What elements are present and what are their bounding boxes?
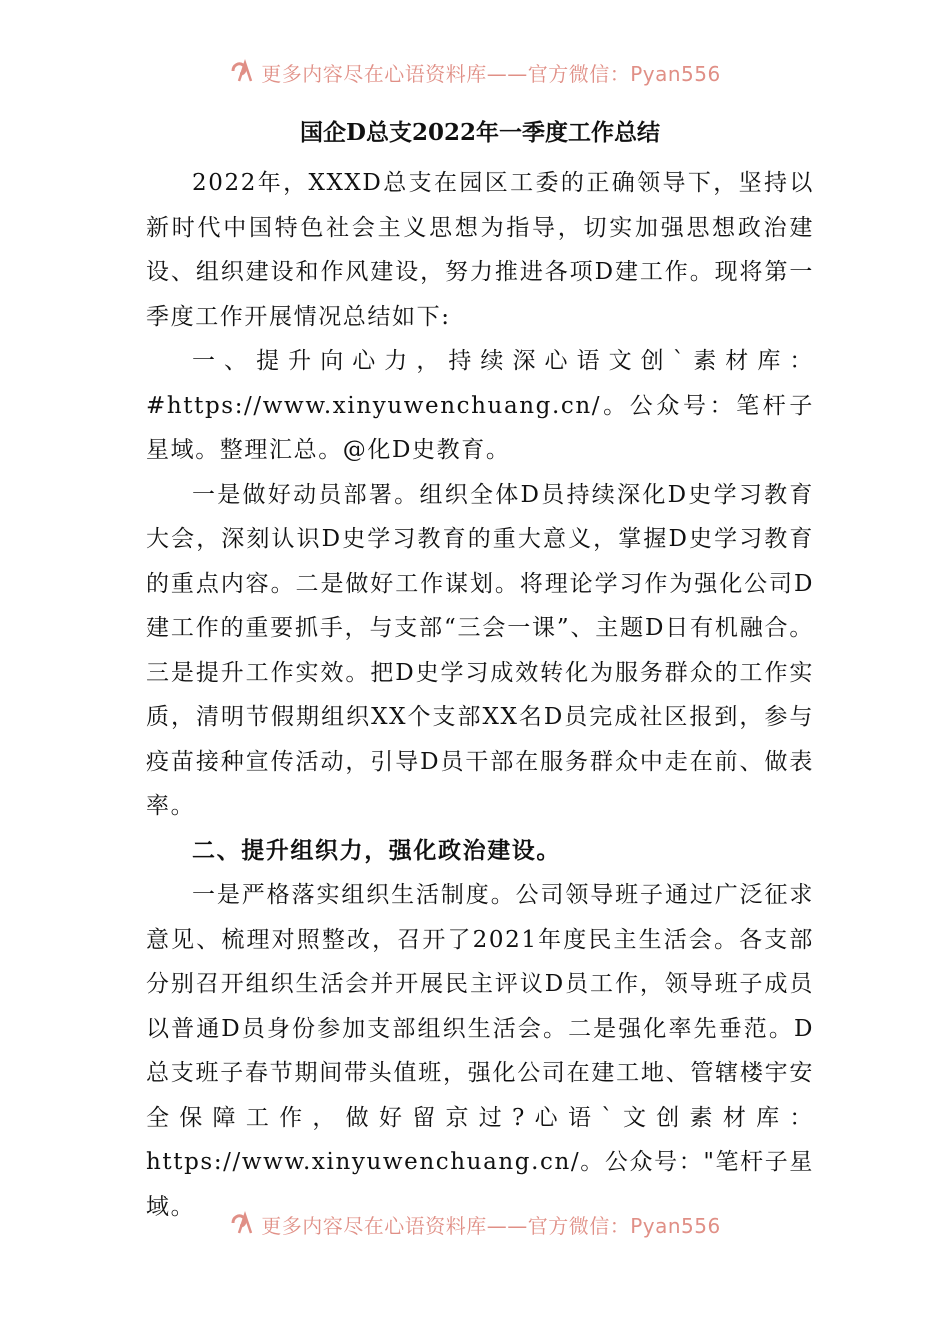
paragraph-section-1: 一、提升向心力，持续深心语文创`素材库：#https://www.xinyuwenchuang.cn/。公众号：笔杆子星域。整理汇总。@化D史教育。 — [146, 348, 814, 463]
paragraph-body-2: 一是严格落实组织生活制度。公司领导班子通过广泛征求意见、梳理对照整改，召开了2021年度民主生活会。各支部分别召开组织生活会并开展民主评议D员工作，领导班子成员以普通D员身份参加支部组织生活会。二是强化率先垂范。D总支班子春节期间带头值班，强化公司在建工地、管辖楼宇安全保障工作，做好留京过?心语`文创素材库：https://www.xinyuwenchuang.cn/。公众号："笔杆子星域。 — [146, 882, 814, 1220]
logo-icon — [229, 1211, 255, 1237]
watermark-text: 更多内容尽在心语资料库——官方微信：Pyan556 — [261, 61, 721, 86]
paragraph-body-1: 一是做好动员部署。组织全体D员持续深化D史学习教育大会，深刻认识D史学习教育的重大意义，掌握D史学习教育的重点内容。二是做好工作谋划。将理论学习作为强化公司D建工作的重要抓手，与支部“三会一课”、主题D日有机融合。三是提升工作实效。把D史学习成效转化为服务群众的工作实质，清明节假期组织XX个支部XX名D员完成社区报到，参与疫苗接种宣传活动，引导D员干部在服务群众中走在前、做表率。 — [146, 481, 814, 819]
document-body — [146, 115, 814, 1229]
paragraph-intro: 2022年，XXXD总支在园区工委的正确领导下，坚持以新时代中国特色社会主义思想为指导，切实加强思想政治建设、组织建设和作风建设，努力推进各项D建工作。现将第一季度工作开展情况总结如下: — [146, 170, 814, 330]
header-watermark — [0, 52, 950, 92]
logo-icon — [229, 59, 255, 85]
section-heading-2: 二、提升组织力，强化政治建设。 — [192, 836, 561, 864]
document-title: 国企D总支2022年一季度工作总结 — [300, 119, 660, 146]
footer-watermark — [0, 1204, 950, 1244]
watermark-text: 更多内容尽在心语资料库——官方微信：Pyan556 — [261, 1213, 721, 1238]
